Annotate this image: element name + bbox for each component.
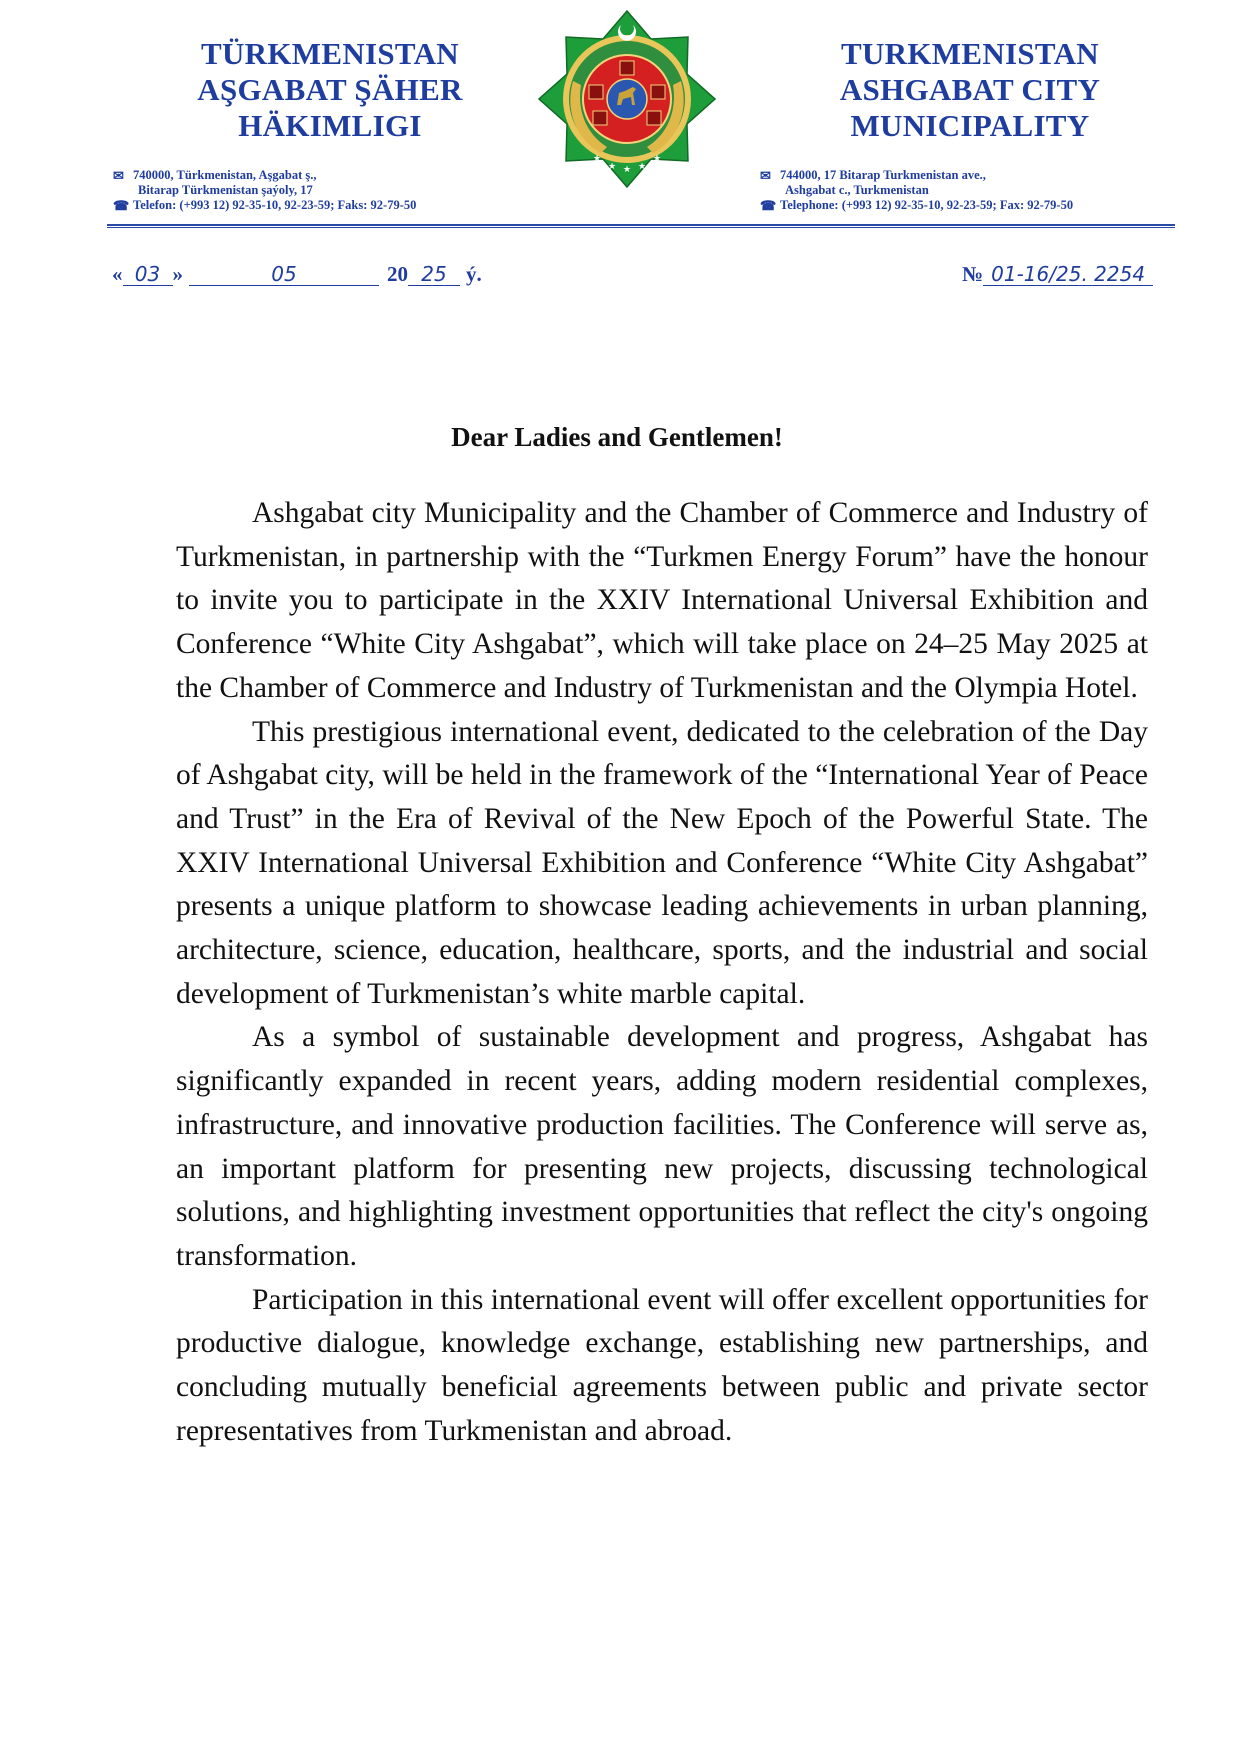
address-line-2: Ashgabat c., Turkmenistan — [785, 183, 929, 197]
org-line-3: MUNICIPALITY — [850, 108, 1090, 143]
reference-number — [962, 262, 1153, 287]
date-day: 03 — [123, 263, 173, 286]
address-row — [760, 168, 1073, 183]
address-line-1: 740000, Türkmenistan, Aşgabat ş., — [133, 168, 317, 182]
address-row-2 — [113, 183, 416, 198]
envelope-icon: ✉ — [113, 168, 124, 183]
org-line-3: HÄKIMLIGI — [238, 108, 422, 143]
envelope-icon: ✉ — [760, 168, 771, 183]
phone-row — [760, 198, 1073, 213]
address-row — [113, 168, 416, 183]
svg-text:★: ★ — [652, 154, 662, 164]
date-close-quote: » — [172, 262, 183, 286]
contact-block-english — [760, 168, 1073, 213]
phone-line: Telefon: (+993 12) 92-35-10, 92-23-59; Faks: 92-79-50 — [133, 198, 417, 212]
paragraph-1: Ashgabat city Municipality and the Chamber of Commerce and Industry of Turkmenistan, in partnership with the “Turkmen Energy Forum” have the honour to invite you to participate in the XXIV International Universal Exhibition and Conference “White City Ashgabat”, which will take place on 24–25 May 2025 at the Chamber of Commerce and Industry of Turkmenistan and the Olympia Hotel. — [176, 497, 1148, 704]
org-line-1: TURKMENISTAN — [841, 36, 1099, 71]
telephone-icon: ☎ — [760, 198, 777, 213]
salutation: Dear Ladies and Gentlemen! — [451, 422, 783, 452]
date-year-prefix: 20 — [387, 262, 408, 286]
number-label: № — [962, 262, 984, 286]
number-value: 01-16/25. 2254 — [983, 263, 1153, 286]
contact-block-turkmen — [113, 168, 416, 213]
svg-text:★: ★ — [592, 154, 602, 164]
org-line-2: ASHGABAT CITY — [839, 72, 1101, 107]
svg-text:★: ★ — [607, 162, 617, 172]
date-open-quote: « — [112, 262, 123, 286]
org-line-2: AŞGABAT ŞÄHER — [197, 72, 463, 107]
date-month: 05 — [189, 263, 379, 286]
phone-row — [113, 198, 416, 213]
telephone-icon: ☎ — [113, 198, 130, 213]
org-line-1: TÜRKMENISTAN — [201, 36, 459, 71]
paragraph-3: As a symbol of sustainable development and progress, Ashgabat has significantly expanded in recent years, adding modern residential complexes, infrastructure, and innovative production facilities. The Conference will serve as, an important platform for presenting new projects, discussing technological solutions, and highlighting investment opportunities that reflect the city's ongoing transformation. — [176, 1021, 1148, 1272]
letterhead-divider — [107, 224, 1175, 228]
date-year-mark: ý. — [466, 262, 482, 286]
svg-text:★: ★ — [622, 165, 632, 175]
paragraph-2: This prestigious international event, dedicated to the celebration of the Day of Ashgabat city, will be held in the framework of the “International Year of Peace and Trust” in the Era of Revival of the New Epoch of the Powerful State. The XXIV International Universal Exhibition and Conference “White City Ashgabat” presents a unique platform to showcase leading achievements in urban planning, architecture, science, education, healthcare, sports, and the industrial and social development of Turkmenistan’s white marble capital. — [176, 715, 1148, 1010]
org-name-english — [790, 36, 1150, 144]
address-line-2: Bitarap Türkmenistan şaýoly, 17 — [138, 183, 313, 197]
state-emblem-icon — [538, 10, 716, 188]
date-line — [112, 262, 482, 287]
paragraph-4: Participation in this international event will offer excellent opportunities for productive dialogue, knowledge exchange, establishing new partnerships, and concluding mutually beneficial agreements between public and private sector representatives from Turkmenistan and abroad. — [176, 1283, 1148, 1447]
address-line-1: 744000, 17 Bitarap Turkmenistan ave., — [780, 168, 986, 182]
org-name-turkmen — [170, 36, 490, 144]
letter-body — [176, 492, 1148, 1453]
phone-line: Telephone: (+993 12) 92-35-10, 92-23-59; Fax: 92-79-50 — [780, 198, 1074, 212]
address-row-2 — [760, 183, 1073, 198]
svg-text:★: ★ — [637, 162, 647, 172]
date-year-suffix: 25 — [408, 263, 460, 286]
